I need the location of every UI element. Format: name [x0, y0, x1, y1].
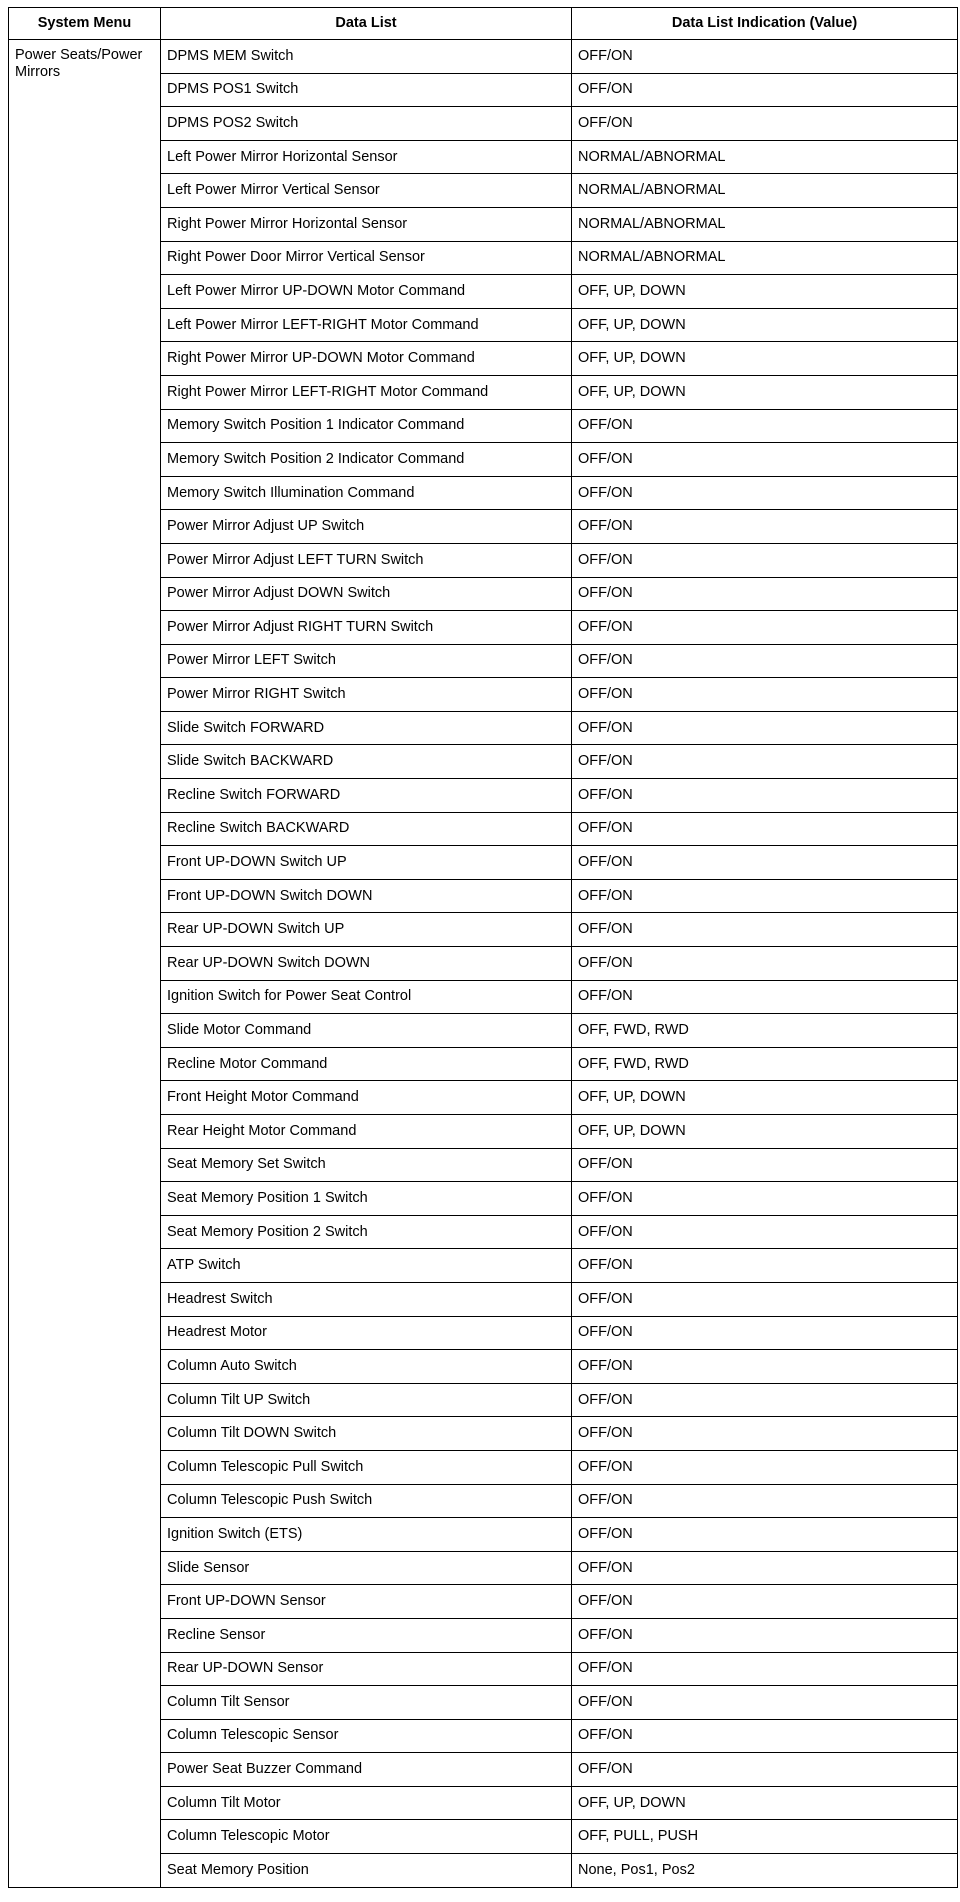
data-list-value: NORMAL/ABNORMAL — [572, 140, 958, 174]
data-list-item: Ignition Switch for Power Seat Control — [161, 980, 572, 1014]
data-list-item: Power Seat Buzzer Command — [161, 1753, 572, 1787]
data-list-item: Power Mirror Adjust RIGHT TURN Switch — [161, 611, 572, 645]
data-list-item: Memory Switch Illumination Command — [161, 476, 572, 510]
data-list-value: OFF/ON — [572, 1450, 958, 1484]
data-list-item: Right Power Door Mirror Vertical Sensor — [161, 241, 572, 275]
data-list-item: Headrest Switch — [161, 1282, 572, 1316]
data-list-item: Seat Memory Position 2 Switch — [161, 1215, 572, 1249]
data-list-value: OFF/ON — [572, 611, 958, 645]
table-body — [9, 40, 958, 1888]
header-row — [9, 8, 958, 40]
header-system-menu: System Menu — [9, 8, 161, 40]
data-list-item: Slide Motor Command — [161, 1014, 572, 1048]
data-list-value: OFF, UP, DOWN — [572, 308, 958, 342]
data-list-item: Seat Memory Position 1 Switch — [161, 1182, 572, 1216]
data-list-value: OFF/ON — [572, 1148, 958, 1182]
data-list-value: OFF/ON — [572, 1719, 958, 1753]
data-list-value: OFF/ON — [572, 980, 958, 1014]
system-menu-cell: Power Seats/Power Mirrors — [9, 40, 161, 1888]
data-list-item: Right Power Mirror LEFT-RIGHT Motor Command — [161, 375, 572, 409]
data-list-value: OFF, UP, DOWN — [572, 342, 958, 376]
data-list-value: NORMAL/ABNORMAL — [572, 174, 958, 208]
data-list-value: OFF/ON — [572, 40, 958, 74]
data-list-value: OFF, UP, DOWN — [572, 1786, 958, 1820]
data-list-value: OFF/ON — [572, 107, 958, 141]
data-list-value: OFF/ON — [572, 913, 958, 947]
data-list-item: Power Mirror Adjust DOWN Switch — [161, 577, 572, 611]
data-list-item: Seat Memory Set Switch — [161, 1148, 572, 1182]
data-list-item: Column Telescopic Sensor — [161, 1719, 572, 1753]
data-list-value: None, Pos1, Pos2 — [572, 1854, 958, 1888]
data-list-value: OFF/ON — [572, 476, 958, 510]
data-list-item: Seat Memory Position — [161, 1854, 572, 1888]
data-list-value: OFF/ON — [572, 1484, 958, 1518]
data-list-item: Slide Switch BACKWARD — [161, 745, 572, 779]
data-list-item: Column Telescopic Motor — [161, 1820, 572, 1854]
data-list-item: Column Tilt DOWN Switch — [161, 1417, 572, 1451]
data-list-value: OFF/ON — [572, 1585, 958, 1619]
data-list-value: OFF/ON — [572, 577, 958, 611]
data-list-value: OFF/ON — [572, 1551, 958, 1585]
data-list-value: OFF/ON — [572, 1518, 958, 1552]
data-list-value: OFF/ON — [572, 846, 958, 880]
data-list-value: OFF/ON — [572, 409, 958, 443]
data-list-value: OFF/ON — [572, 1249, 958, 1283]
data-list-item: Rear UP-DOWN Switch DOWN — [161, 947, 572, 981]
data-list-item: Column Telescopic Pull Switch — [161, 1450, 572, 1484]
data-list-item: Rear UP-DOWN Switch UP — [161, 913, 572, 947]
data-list-item: Left Power Mirror UP-DOWN Motor Command — [161, 275, 572, 309]
data-list-item: Recline Sensor — [161, 1618, 572, 1652]
data-list-item: Rear UP-DOWN Sensor — [161, 1652, 572, 1686]
data-list-value: OFF/ON — [572, 1753, 958, 1787]
data-list-value: OFF/ON — [572, 812, 958, 846]
header-indication-value: Data List Indication (Value) — [572, 8, 958, 40]
data-list-value: OFF/ON — [572, 1652, 958, 1686]
data-list-item: Memory Switch Position 1 Indicator Command — [161, 409, 572, 443]
data-list-item: Left Power Mirror LEFT-RIGHT Motor Command — [161, 308, 572, 342]
data-list-item: Power Mirror RIGHT Switch — [161, 678, 572, 712]
data-list-table — [8, 7, 958, 1888]
data-list-item: Column Telescopic Push Switch — [161, 1484, 572, 1518]
data-list-value: OFF, FWD, RWD — [572, 1014, 958, 1048]
data-list-item: Recline Motor Command — [161, 1047, 572, 1081]
data-list-value: OFF/ON — [572, 510, 958, 544]
data-list-item: Power Mirror Adjust UP Switch — [161, 510, 572, 544]
data-list-item: Power Mirror LEFT Switch — [161, 644, 572, 678]
data-list-value: OFF/ON — [572, 1350, 958, 1384]
data-list-item: Slide Switch FORWARD — [161, 711, 572, 745]
data-list-item: Left Power Mirror Horizontal Sensor — [161, 140, 572, 174]
data-list-item: DPMS POS2 Switch — [161, 107, 572, 141]
header-data-list: Data List — [161, 8, 572, 40]
data-list-item: Recline Switch BACKWARD — [161, 812, 572, 846]
data-list-item: Column Tilt UP Switch — [161, 1383, 572, 1417]
data-list-item: Memory Switch Position 2 Indicator Command — [161, 443, 572, 477]
data-list-value: OFF/ON — [572, 443, 958, 477]
data-list-value: OFF/ON — [572, 73, 958, 107]
data-list-item: DPMS MEM Switch — [161, 40, 572, 74]
data-list-value: OFF/ON — [572, 1215, 958, 1249]
data-list-value: OFF/ON — [572, 678, 958, 712]
data-list-value: OFF/ON — [572, 711, 958, 745]
data-list-item: Slide Sensor — [161, 1551, 572, 1585]
data-list-value: OFF/ON — [572, 1316, 958, 1350]
data-list-value: OFF/ON — [572, 1182, 958, 1216]
data-list-value: OFF/ON — [572, 1686, 958, 1720]
data-list-value: OFF, FWD, RWD — [572, 1047, 958, 1081]
data-list-item: Front UP-DOWN Switch DOWN — [161, 879, 572, 913]
data-list-value: OFF/ON — [572, 1417, 958, 1451]
data-list-item: ATP Switch — [161, 1249, 572, 1283]
data-list-value: OFF/ON — [572, 745, 958, 779]
data-list-value: NORMAL/ABNORMAL — [572, 207, 958, 241]
data-list-value: OFF/ON — [572, 543, 958, 577]
data-list-value: OFF/ON — [572, 779, 958, 813]
data-list-item: Column Tilt Sensor — [161, 1686, 572, 1720]
data-list-item: Power Mirror Adjust LEFT TURN Switch — [161, 543, 572, 577]
data-list-value: OFF, PULL, PUSH — [572, 1820, 958, 1854]
data-list-value: OFF, UP, DOWN — [572, 375, 958, 409]
data-list-value: OFF, UP, DOWN — [572, 1115, 958, 1149]
data-list-item: Front Height Motor Command — [161, 1081, 572, 1115]
data-list-value: OFF/ON — [572, 1618, 958, 1652]
data-list-item: Right Power Mirror Horizontal Sensor — [161, 207, 572, 241]
data-list-item: Recline Switch FORWARD — [161, 779, 572, 813]
data-list-value: OFF/ON — [572, 1282, 958, 1316]
data-list-item: Right Power Mirror UP-DOWN Motor Command — [161, 342, 572, 376]
table-row — [9, 40, 958, 74]
data-list-value: OFF/ON — [572, 947, 958, 981]
data-list-item: DPMS POS1 Switch — [161, 73, 572, 107]
data-list-value: NORMAL/ABNORMAL — [572, 241, 958, 275]
data-list-item: Front UP-DOWN Switch UP — [161, 846, 572, 880]
data-list-value: OFF/ON — [572, 1383, 958, 1417]
data-list-item: Headrest Motor — [161, 1316, 572, 1350]
data-list-value: OFF, UP, DOWN — [572, 275, 958, 309]
data-list-value: OFF, UP, DOWN — [572, 1081, 958, 1115]
data-list-item: Column Auto Switch — [161, 1350, 572, 1384]
data-list-item: Rear Height Motor Command — [161, 1115, 572, 1149]
data-list-value: OFF/ON — [572, 644, 958, 678]
data-list-item: Left Power Mirror Vertical Sensor — [161, 174, 572, 208]
data-list-value: OFF/ON — [572, 879, 958, 913]
data-list-item: Ignition Switch (ETS) — [161, 1518, 572, 1552]
data-list-item: Front UP-DOWN Sensor — [161, 1585, 572, 1619]
data-list-item: Column Tilt Motor — [161, 1786, 572, 1820]
